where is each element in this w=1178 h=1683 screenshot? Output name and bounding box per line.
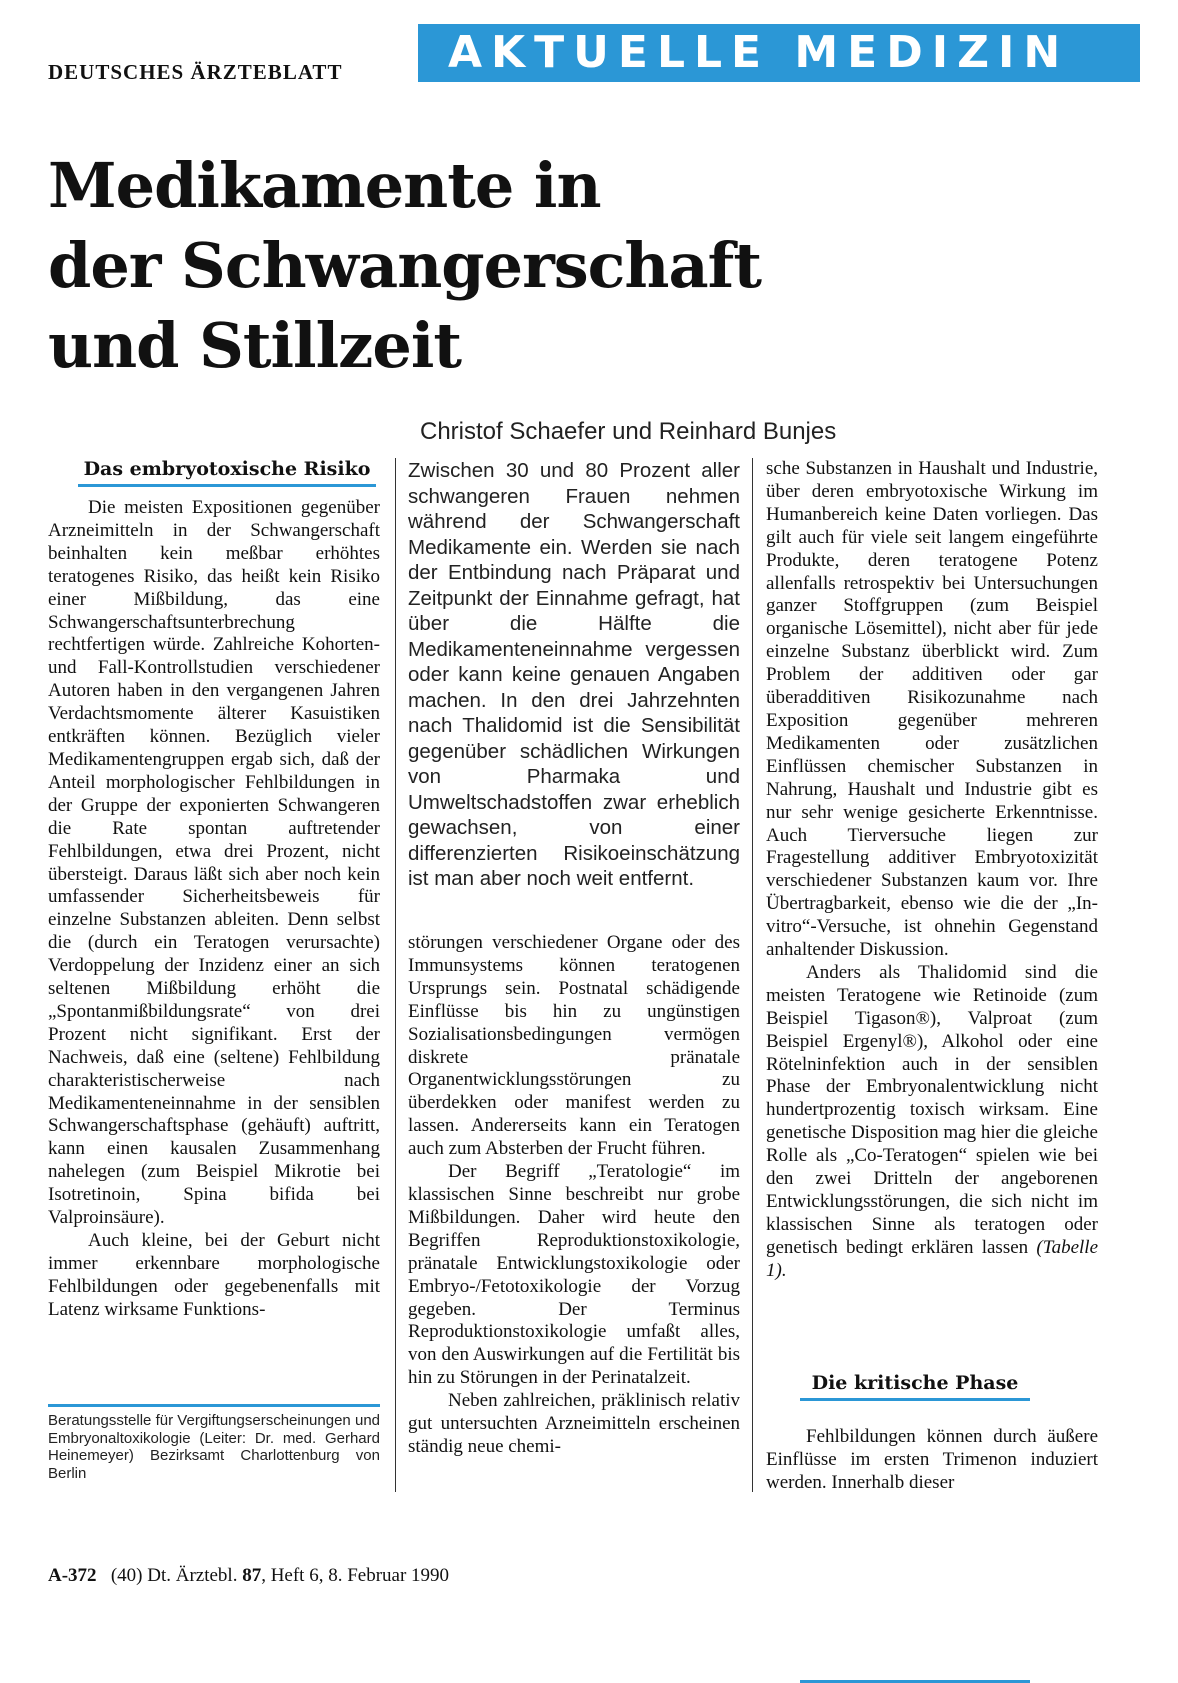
issue-prefix: (40) Dt. Ärztebl. [110,1565,238,1586]
column-1 [48,458,380,1322]
affiliation-footnote: Beratungsstelle für Vergiftungserscheinungen und Embryonaltoxikologie (Leiter: Dr. med. Gerhard Heinemeyer) Bezirksamt Charlottenburg von Berlin [48,1412,380,1482]
column-3-text [766,458,1098,1283]
title-line-3: und Stillzeit [48,309,462,382]
section-banner: AKTUELLE MEDIZIN [418,24,1140,82]
footnote-rule [48,1404,380,1407]
paragraph: Fehlbildungen können durch äußere Einflüsse im ersten Trimenon induziert werden. Innerhalb dieser [766,1426,1098,1493]
paragraph: störungen verschiedener Organe oder des Immunsystems können teratogenen Ursprungs sein. Postnatal schädigende Einflüsse bis hin zu ungünstigen Sozialisationsbedingungen vermögen diskrete pränatale Organentwicklungsstörungen zu überdekken oder manifest werden zu lassen. Andererseits kann ein Teratogen auch zum Absterben der Frucht führen. [408,932,740,1160]
paragraph: sche Substanzen in Haushalt und Industrie, über deren embryotoxische Wirkung im Humanbereich keine Daten vorliegen. Das gilt auch für viele seit langem eingeführte Produkte, deren teratogene Potenz allenfalls retrospektiv bei Untersuchungen ganzer Stoffgruppen (zum Beispiel organische Lösemittel), nicht aber für jede einzelne Substanz überblickt wird. Zum Problem der additiven oder gar überadditiven Risikozunahme nach Exposition gegenüber mehreren Medikamenten oder zusätzlichen Einflüssen chemischer Substanzen in Nahrung, Haushalt und Industrie gibt es nur sehr wenige gesicherte Erkenntnisse. Auch Tierversuche liegen zur Fragestellung additiver Embryotoxizität verschiedener Substanzen kaum vor. Ihre Übertragbarkeit, ebenso wie die der „In-vitro“-Versuche, ist ohnehin Gegenstand anhaltender Diskussion. [766,458,1098,961]
section-heading-critical-phase: Die kritische Phase [800,1372,1030,1401]
title-line-1: Medikamente in [48,149,601,222]
paragraph: Die meisten Expositionen gegenüber Arzneimitteln in der Schwangerschaft beinhalten kein meßbar erhöhtes teratogenes Risiko, das heißt kein Risiko einer Mißbildung, das eine Schwangerschaftsunterbrechung rechtfertigen würde. Zahlreiche Kohorten- und Fall-Kontrollstudien verschiedener Autoren haben in den vergangenen Jahren Verdachtsmomente älterer Kasuistiken entkräften können. Bezüglich vieler Medikamentengruppen ergab sich, daß der Anteil morphologischer Fehlbildungen in der Gruppe der exponierten Schwangeren die Rate spontan auftretender Fehlbildungen, etwa drei Prozent, nicht übersteigt. Daraus läßt sich aber noch kein umfassender Sicherheitsbeweis für einzelne Substanzen ableiten. Denn selbst die (durch ein Teratogen verursachte) Verdoppelung der Inzidenz einer an sich seltenen Mißbildung erhöht die „Spontanmißbildungsrate“ von drei Prozent nicht signifikant. Erst der Nachweis, daß eine (seltene) Fehlbildung charakteristischerweise nach Medikamenteneinnahme in der sensiblen Schwangerschaftsphase (gehäuft) auftritt, kann einen kausalen Zusammenhang nahelegen (zum Beispiel Mikrotie bei Isotretinoin, Spina bifida bei Valproinsäure). [48,497,380,1229]
journal-name: DEUTSCHES ÄRZTEBLATT [48,60,343,84]
section-heading-embryotoxic-risk: Das embryotoxische Risiko [78,458,376,487]
paragraph: Auch kleine, bei der Geburt nicht immer erkennbare morphologische Fehlbildungen oder gegebenenfalls mit Latenz wirksame Funktions- [48,1230,380,1320]
table-reference: (Tabelle 1). [766,1236,1098,1281]
column-2-text [408,932,740,1459]
column-divider [395,458,396,1492]
page-footer [48,1565,449,1587]
paragraph [766,962,1098,1283]
column-3-continuation [766,1426,1098,1495]
column-1-text [48,497,380,1322]
paragraph-text: Anders als Thalidomid sind die meisten Teratogene wie Retinoide (zum Beispiel Tigason®), Valproat (zum Beispiel Ergenyl®), Alkohol oder eine Rötelninfektion auch in der sensiblen Phase der Embryonalentwicklung nicht hundertprozentig toxisch wirksam. Eine genetische Disposition mag hier die gleiche Rolle als „Co-Teratogen“ spielen wie bei den zwei Dritteln der angeborenen Entwicklungsstörungen, die sich nicht im klassischen Sinne als teratogen oder genetisch bedingt erklären lassen [766,961,1098,1258]
article-title [48,146,1048,386]
volume-number: 87 [242,1565,262,1586]
title-line-2: der Schwangerschaft [48,229,761,302]
section-heading-critical-phase-placeholder [800,1676,1030,1683]
paragraph: Der Begriff „Teratologie“ im klassischen Sinne beschreibt nur grobe Mißbildungen. Daher wird heute den Begriffen Reproduktionstoxikologie, pränatale Entwicklungstoxikologie oder Embryo-/Fetotoxikologie der Vorzug gegeben. Der Terminus Reproduktionstoxikologie umfaßt alles, von den Auswirkungen auf die Fertilität bis hin zu Störungen in der Perinatalzeit. [408,1161,740,1389]
issue-suffix: , Heft 6, 8. Februar 1990 [261,1565,450,1586]
page-id: A-372 [48,1565,97,1586]
intro-paragraph: Zwischen 30 und 80 Prozent aller schwangeren Frauen nehmen während der Schwangerschaft Medikamente ein. Werden sie nach der Entbindung nach Präparat und Zeitpunkt der Einnahme gefragt, hat über die Hälfte die Medikamenteneinnahme vergessen oder kann keine genauen Angaben machen. In den drei Jahrzehnten nach Thalidomid ist die Sensibilität gegenüber schädlichen Wirkungen von Pharmaka und Umweltschadstoffen zwar erheblich gewachsen, von einer differenzierten Risikoeinschätzung ist man aber noch weit entfernt. [408,459,740,890]
authors: Christof Schaefer und Reinhard Bunjes [420,418,837,445]
column-divider [752,458,753,1492]
paragraph: Neben zahlreichen, präklinisch relativ gut untersuchten Arzneimitteln erscheinen ständig neue chemi- [408,1390,740,1457]
